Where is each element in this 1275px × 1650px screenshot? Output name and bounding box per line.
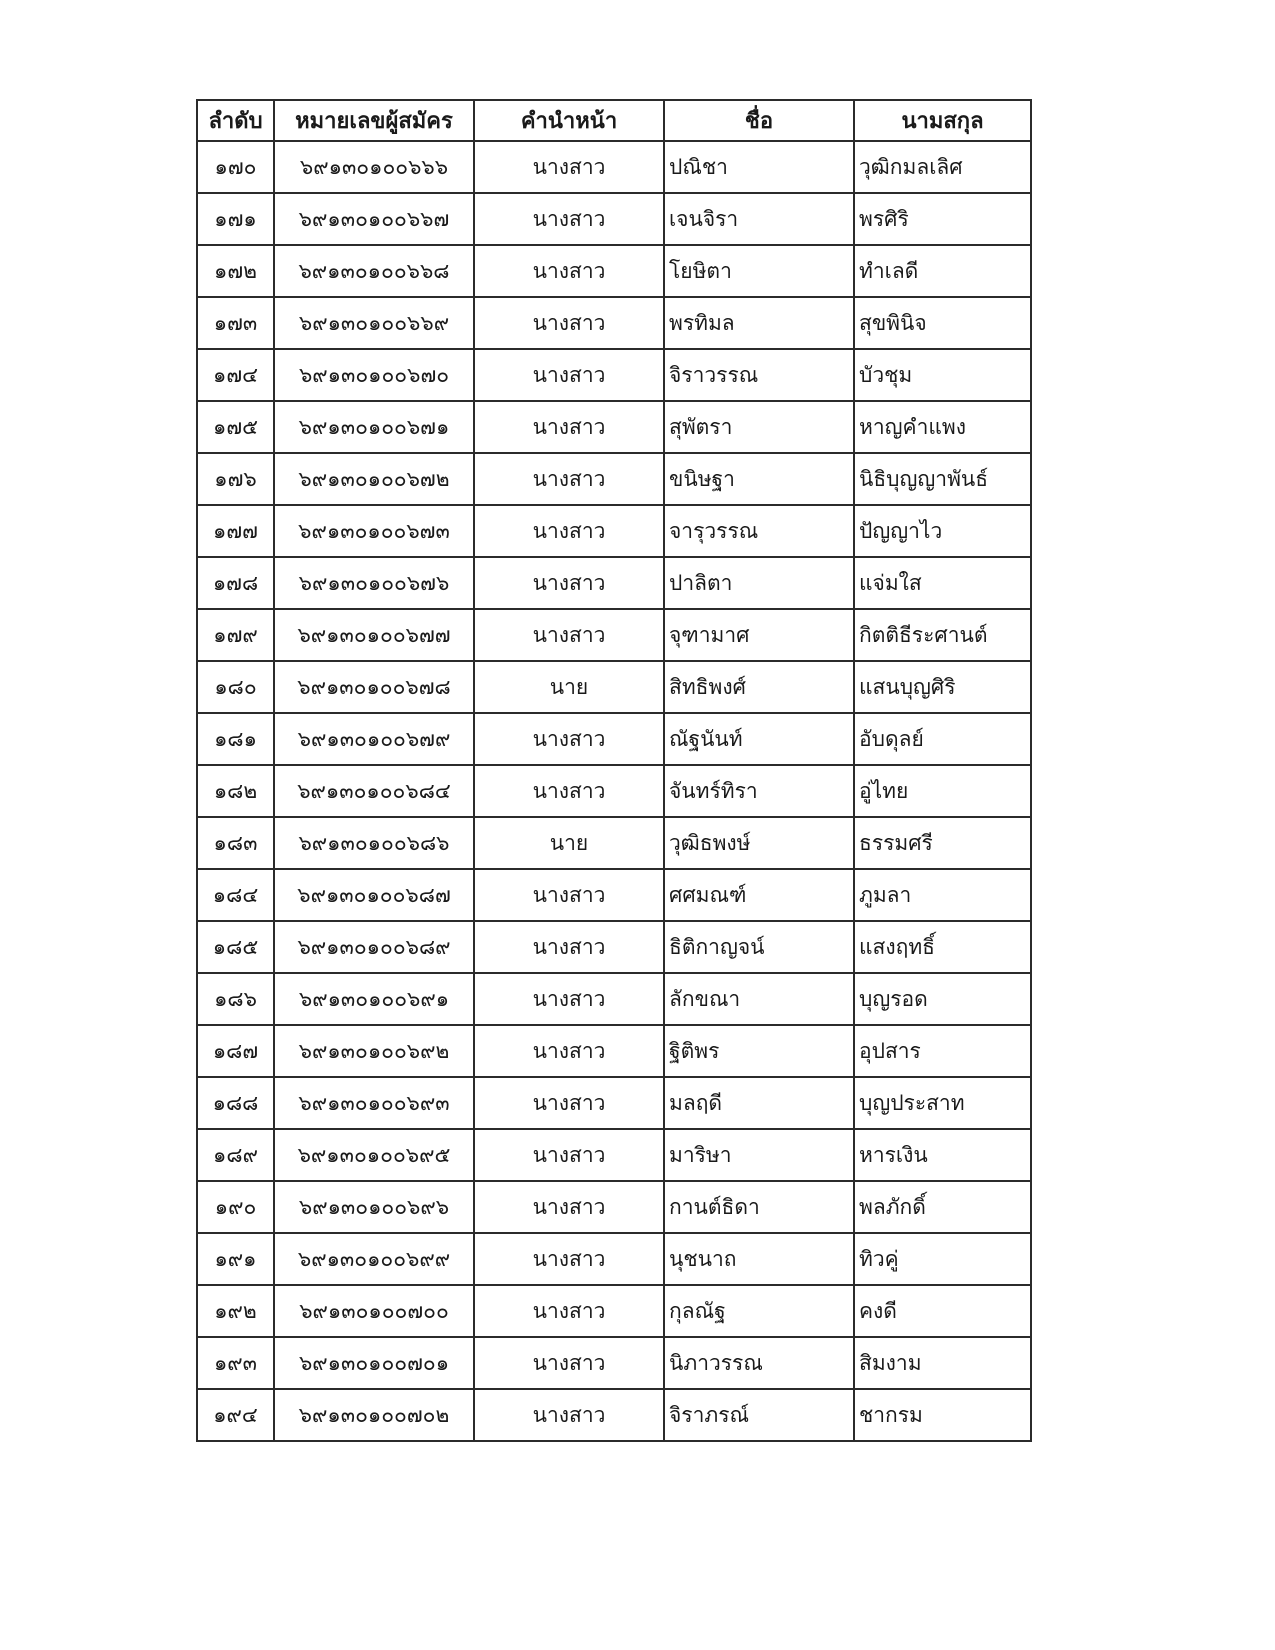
row-last-name-cell: บัวชุม — [854, 349, 1031, 401]
row-last-name-cell: บุญประสาท — [854, 1077, 1031, 1129]
row-first-name-cell: ปาลิตา — [664, 557, 854, 609]
table-row — [197, 193, 1031, 245]
row-title-prefix-cell: นางสาว — [474, 973, 664, 1025]
row-title-prefix-cell: นางสาว — [474, 349, 664, 401]
row-last-name-cell: คงดี — [854, 1285, 1031, 1337]
row-applicant-number-cell: ๖๙๑๓๐๑๐๐๖๙๙ — [274, 1233, 474, 1285]
row-applicant-number-cell: ๖๙๑๓๐๑๐๐๖๗๙ — [274, 713, 474, 765]
row-applicant-number-cell: ๖๙๑๓๐๑๐๐๖๘๗ — [274, 869, 474, 921]
row-order-cell: ๑๗๔ — [197, 349, 274, 401]
row-first-name-cell: มาริษา — [664, 1129, 854, 1181]
row-first-name-cell: สิทธิพงศ์ — [664, 661, 854, 713]
row-order-cell: ๑๘๗ — [197, 1025, 274, 1077]
table-row — [197, 557, 1031, 609]
row-last-name-cell: อับดุลย์ — [854, 713, 1031, 765]
row-order-cell: ๑๗๗ — [197, 505, 274, 557]
row-title-prefix-cell: นางสาว — [474, 1389, 664, 1441]
row-first-name-cell: จิราวรรณ — [664, 349, 854, 401]
row-first-name-cell: ธิติกาญจน์ — [664, 921, 854, 973]
table-row — [197, 869, 1031, 921]
row-order-cell: ๑๘๕ — [197, 921, 274, 973]
row-applicant-number-cell: ๖๙๑๓๐๑๐๐๖๘๔ — [274, 765, 474, 817]
row-order-cell: ๑๘๙ — [197, 1129, 274, 1181]
column-header-title-prefix: คำนำหน้า — [474, 100, 664, 141]
row-applicant-number-cell: ๖๙๑๓๐๑๐๐๖๗๗ — [274, 609, 474, 661]
row-last-name-cell: หารเงิน — [854, 1129, 1031, 1181]
row-first-name-cell: สุพัตรา — [664, 401, 854, 453]
row-applicant-number-cell: ๖๙๑๓๐๑๐๐๖๗๑ — [274, 401, 474, 453]
table-row — [197, 921, 1031, 973]
row-title-prefix-cell: นางสาว — [474, 141, 664, 193]
row-order-cell: ๑๘๒ — [197, 765, 274, 817]
table-row — [197, 1077, 1031, 1129]
row-first-name-cell: โยษิตา — [664, 245, 854, 297]
row-title-prefix-cell: นางสาว — [474, 505, 664, 557]
row-last-name-cell: พรศิริ — [854, 193, 1031, 245]
row-applicant-number-cell: ๖๙๑๓๐๑๐๐๖๖๘ — [274, 245, 474, 297]
row-applicant-number-cell: ๖๙๑๓๐๑๐๐๗๐๑ — [274, 1337, 474, 1389]
row-title-prefix-cell: นางสาว — [474, 869, 664, 921]
row-title-prefix-cell: นางสาว — [474, 1077, 664, 1129]
table-row — [197, 349, 1031, 401]
row-applicant-number-cell: ๖๙๑๓๐๑๐๐๖๙๕ — [274, 1129, 474, 1181]
table-row — [197, 1337, 1031, 1389]
table-row — [197, 141, 1031, 193]
column-header-last-name: นามสกุล — [854, 100, 1031, 141]
row-applicant-number-cell: ๖๙๑๓๐๑๐๐๖๖๙ — [274, 297, 474, 349]
row-last-name-cell: ทิวคู่ — [854, 1233, 1031, 1285]
row-order-cell: ๑๗๒ — [197, 245, 274, 297]
row-order-cell: ๑๗๘ — [197, 557, 274, 609]
table-row — [197, 297, 1031, 349]
row-order-cell: ๑๘๔ — [197, 869, 274, 921]
table-row — [197, 453, 1031, 505]
row-first-name-cell: ขนิษฐา — [664, 453, 854, 505]
row-order-cell: ๑๙๐ — [197, 1181, 274, 1233]
row-last-name-cell: สุขพินิจ — [854, 297, 1031, 349]
row-first-name-cell: จันทร์ทิรา — [664, 765, 854, 817]
row-last-name-cell: ธรรมศรี — [854, 817, 1031, 869]
row-order-cell: ๑๗๑ — [197, 193, 274, 245]
row-order-cell: ๑๘๐ — [197, 661, 274, 713]
row-title-prefix-cell: นางสาว — [474, 609, 664, 661]
row-title-prefix-cell: นางสาว — [474, 1025, 664, 1077]
row-order-cell: ๑๘๘ — [197, 1077, 274, 1129]
table-row — [197, 817, 1031, 869]
row-title-prefix-cell: นางสาว — [474, 713, 664, 765]
row-first-name-cell: ลักขณา — [664, 973, 854, 1025]
row-first-name-cell: กุลณัฐ — [664, 1285, 854, 1337]
row-title-prefix-cell: นางสาว — [474, 1181, 664, 1233]
row-applicant-number-cell: ๖๙๑๓๐๑๐๐๖๘๖ — [274, 817, 474, 869]
row-applicant-number-cell: ๖๙๑๓๐๑๐๐๖๖๖ — [274, 141, 474, 193]
row-order-cell: ๑๗๙ — [197, 609, 274, 661]
table-row — [197, 661, 1031, 713]
row-title-prefix-cell: นางสาว — [474, 1129, 664, 1181]
row-first-name-cell: ณัฐนันท์ — [664, 713, 854, 765]
row-applicant-number-cell: ๖๙๑๓๐๑๐๐๖๗๘ — [274, 661, 474, 713]
row-last-name-cell: ชากรม — [854, 1389, 1031, 1441]
row-title-prefix-cell: นางสาว — [474, 1233, 664, 1285]
row-title-prefix-cell: นางสาว — [474, 1285, 664, 1337]
row-last-name-cell: แสงฤทธิ์ — [854, 921, 1031, 973]
row-order-cell: ๑๙๒ — [197, 1285, 274, 1337]
table-row — [197, 713, 1031, 765]
row-first-name-cell: ศศมณฑ์ — [664, 869, 854, 921]
row-order-cell: ๑๙๔ — [197, 1389, 274, 1441]
table-row — [197, 505, 1031, 557]
applicant-roster-table — [196, 99, 1032, 1442]
row-order-cell: ๑๙๓ — [197, 1337, 274, 1389]
row-title-prefix-cell: นางสาว — [474, 297, 664, 349]
row-order-cell: ๑๗๕ — [197, 401, 274, 453]
row-last-name-cell: ปัญญาไว — [854, 505, 1031, 557]
row-last-name-cell: อู่ไทย — [854, 765, 1031, 817]
row-applicant-number-cell: ๖๙๑๓๐๑๐๐๖๙๑ — [274, 973, 474, 1025]
row-last-name-cell: นิธิบุญญาพันธ์ — [854, 453, 1031, 505]
row-first-name-cell: จารุวรรณ — [664, 505, 854, 557]
row-applicant-number-cell: ๖๙๑๓๐๑๐๐๖๗๒ — [274, 453, 474, 505]
row-title-prefix-cell: นางสาว — [474, 453, 664, 505]
row-applicant-number-cell: ๖๙๑๓๐๑๐๐๖๗๓ — [274, 505, 474, 557]
table-row — [197, 1129, 1031, 1181]
row-title-prefix-cell: นาย — [474, 661, 664, 713]
row-last-name-cell: สิมงาม — [854, 1337, 1031, 1389]
row-last-name-cell: ทำเลดี — [854, 245, 1031, 297]
row-last-name-cell: หาญคำแพง — [854, 401, 1031, 453]
row-order-cell: ๑๗๐ — [197, 141, 274, 193]
row-last-name-cell: วุฒิกมลเลิศ — [854, 141, 1031, 193]
row-first-name-cell: นุชนาถ — [664, 1233, 854, 1285]
row-applicant-number-cell: ๖๙๑๓๐๑๐๐๖๖๗ — [274, 193, 474, 245]
row-order-cell: ๑๙๑ — [197, 1233, 274, 1285]
row-applicant-number-cell: ๖๙๑๓๐๑๐๐๖๗๐ — [274, 349, 474, 401]
row-applicant-number-cell: ๖๙๑๓๐๑๐๐๖๙๓ — [274, 1077, 474, 1129]
row-order-cell: ๑๗๖ — [197, 453, 274, 505]
table-row — [197, 401, 1031, 453]
row-first-name-cell: เจนจิรา — [664, 193, 854, 245]
row-last-name-cell: อุปสาร — [854, 1025, 1031, 1077]
row-last-name-cell: ภูมลา — [854, 869, 1031, 921]
row-first-name-cell: ปณิชา — [664, 141, 854, 193]
row-title-prefix-cell: นาย — [474, 817, 664, 869]
table-header-row — [197, 100, 1031, 141]
table-row — [197, 1285, 1031, 1337]
column-header-order: ลำดับ — [197, 100, 274, 141]
row-applicant-number-cell: ๖๙๑๓๐๑๐๐๖๘๙ — [274, 921, 474, 973]
row-first-name-cell: จุฑามาศ — [664, 609, 854, 661]
row-applicant-number-cell: ๖๙๑๓๐๑๐๐๖๙๒ — [274, 1025, 474, 1077]
row-title-prefix-cell: นางสาว — [474, 921, 664, 973]
column-header-first-name: ชื่อ — [664, 100, 854, 141]
table-row — [197, 1233, 1031, 1285]
column-header-applicant-number: หมายเลขผู้สมัคร — [274, 100, 474, 141]
row-title-prefix-cell: นางสาว — [474, 557, 664, 609]
table-row — [197, 609, 1031, 661]
row-last-name-cell: บุญรอด — [854, 973, 1031, 1025]
table-row — [197, 973, 1031, 1025]
table-row — [197, 765, 1031, 817]
row-order-cell: ๑๗๓ — [197, 297, 274, 349]
row-applicant-number-cell: ๖๙๑๓๐๑๐๐๖๙๖ — [274, 1181, 474, 1233]
row-applicant-number-cell: ๖๙๑๓๐๑๐๐๗๐๐ — [274, 1285, 474, 1337]
row-first-name-cell: พรทิมล — [664, 297, 854, 349]
row-applicant-number-cell: ๖๙๑๓๐๑๐๐๖๗๖ — [274, 557, 474, 609]
table-row — [197, 245, 1031, 297]
row-last-name-cell: กิตติธีระศานต์ — [854, 609, 1031, 661]
row-title-prefix-cell: นางสาว — [474, 401, 664, 453]
row-last-name-cell: แจ่มใส — [854, 557, 1031, 609]
row-order-cell: ๑๘๓ — [197, 817, 274, 869]
row-applicant-number-cell: ๖๙๑๓๐๑๐๐๗๐๒ — [274, 1389, 474, 1441]
table-row — [197, 1025, 1031, 1077]
table-row — [197, 1389, 1031, 1441]
table-row — [197, 1181, 1031, 1233]
row-last-name-cell: แสนบุญศิริ — [854, 661, 1031, 713]
row-order-cell: ๑๘๑ — [197, 713, 274, 765]
row-title-prefix-cell: นางสาว — [474, 1337, 664, 1389]
row-order-cell: ๑๘๖ — [197, 973, 274, 1025]
row-first-name-cell: ฐิติพร — [664, 1025, 854, 1077]
row-first-name-cell: มลฤดี — [664, 1077, 854, 1129]
row-last-name-cell: พลภักดิ์ — [854, 1181, 1031, 1233]
row-first-name-cell: วุฒิธพงษ์ — [664, 817, 854, 869]
row-title-prefix-cell: นางสาว — [474, 193, 664, 245]
row-first-name-cell: กานต์ธิดา — [664, 1181, 854, 1233]
row-first-name-cell: จิราภรณ์ — [664, 1389, 854, 1441]
row-title-prefix-cell: นางสาว — [474, 245, 664, 297]
row-first-name-cell: นิภาวรรณ — [664, 1337, 854, 1389]
row-title-prefix-cell: นางสาว — [474, 765, 664, 817]
